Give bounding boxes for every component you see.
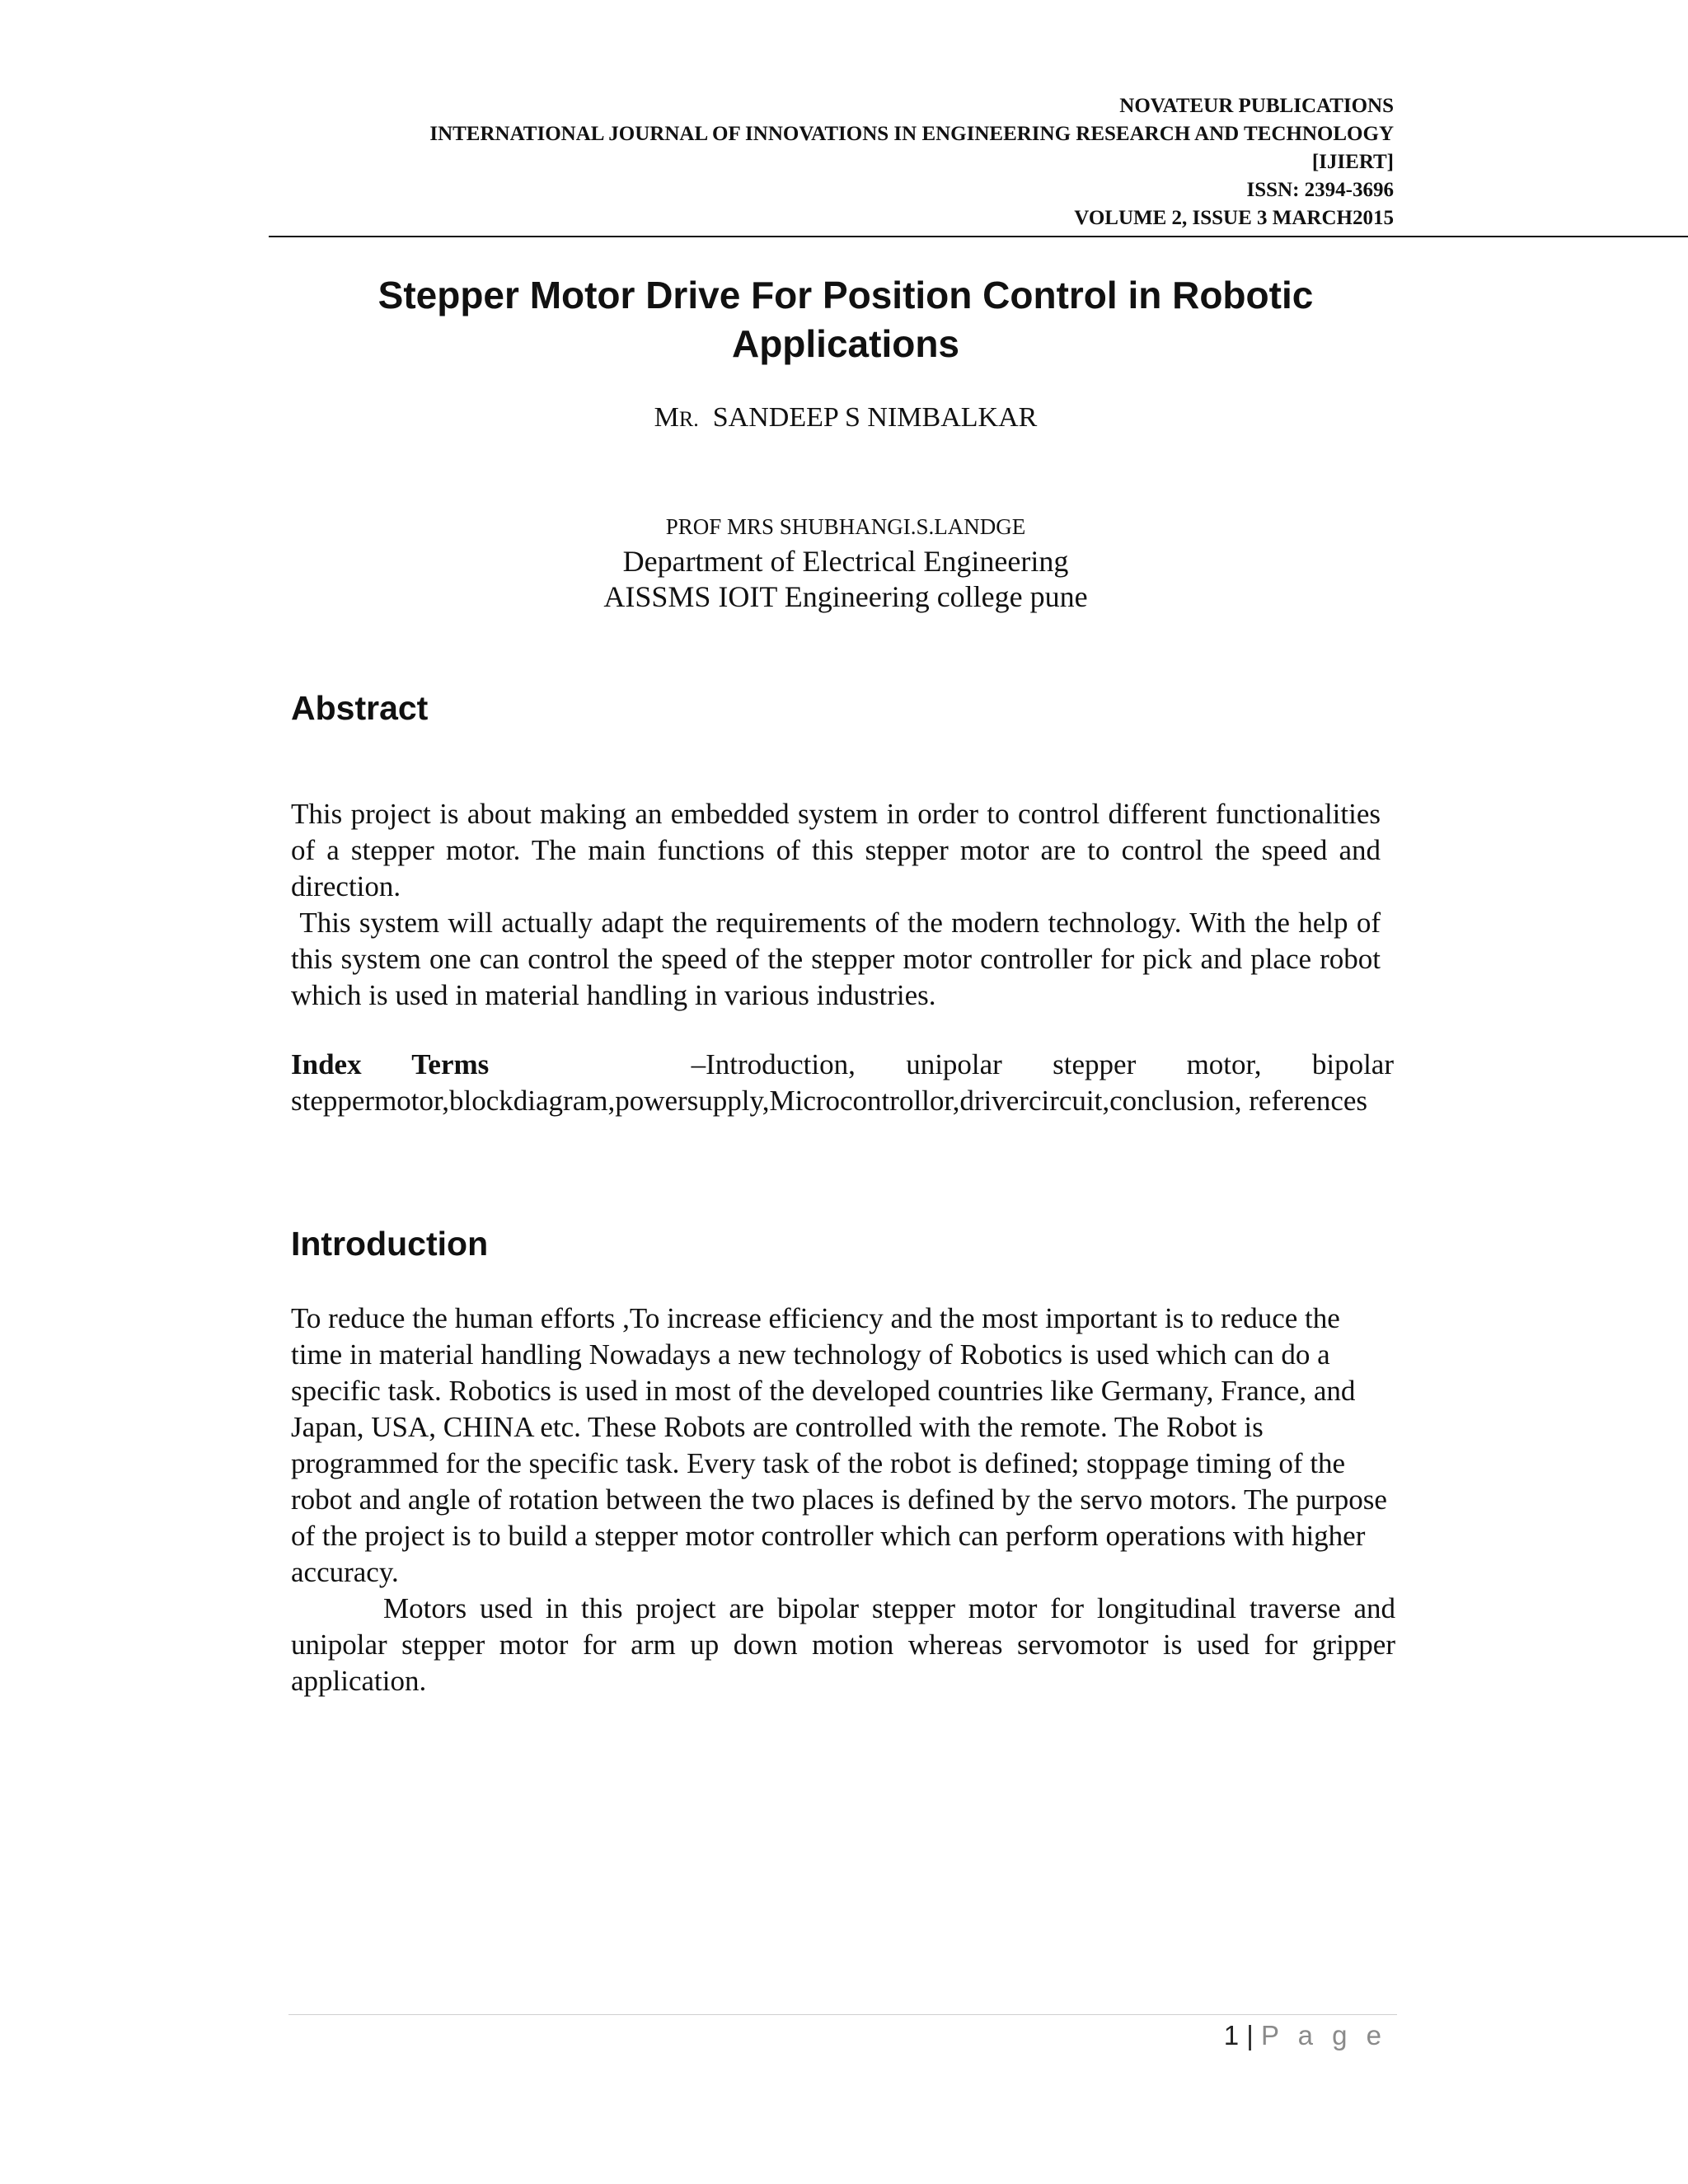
- footer-divider: [288, 2014, 1397, 2015]
- header-divider: [269, 236, 1688, 237]
- page-label: P a g e: [1261, 2020, 1387, 2050]
- index-terms: [291, 1047, 1394, 1119]
- author-prefix-r: R.: [678, 407, 699, 431]
- author: [269, 402, 1423, 434]
- journal-volume: VOLUME 2, ISSUE 3 MARCH2015: [1074, 207, 1394, 229]
- author-name: SANDEEP S NIMBALKAR: [712, 402, 1038, 433]
- index-terms-text: –Introduction, unipolar stepper motor, bipolar steppermotor,blockdiagram,powersupply,Microcontrollor,drivercircuit,conclusion, references: [291, 1048, 1394, 1117]
- page-number: [1224, 2020, 1387, 2051]
- title-line-1: Stepper Motor Drive For Position Control in Robotic: [377, 274, 1314, 316]
- abstract-paragraph-1: This project is about making an embedded system in order to control different functionalities of a stepper motor. The main functions of this stepper motor are to control the speed and direction.: [291, 798, 1381, 902]
- publisher-name: NOVATEUR PUBLICATIONS: [1119, 95, 1394, 117]
- introduction-paragraph-1: To reduce the human efforts ,To increase efficiency and the most important is to reduce the time in material handling Nowadays a new technology of Robotics is used which can do a specific task. Robotics is used in most of the developed countries like Germany, France, and Japan, USA, CHINA etc. These Robots are controlled with the remote. The Robot is programmed for the specific task. Every task of the robot is defined; stoppage timing of the robot and angle of rotation between the two places is defined by the servo motors. The purpose of the project is to build a stepper motor controller which can perform operations with higher accuracy.: [291, 1302, 1387, 1588]
- journal-abbrev: [IJIERT]: [1311, 151, 1394, 173]
- abstract-heading: Abstract: [291, 689, 429, 727]
- introduction-paragraph-2: Motors used in this project are bipolar stepper motor for longitudinal traverse and unipolar stepper motor for arm up down motion whereas servomotor is used for gripper application.: [291, 1592, 1395, 1697]
- title-line-2: Applications: [731, 322, 960, 365]
- page-separator: |: [1246, 2020, 1254, 2050]
- abstract-paragraph-2-text: This system will actually adapt the requirements of the modern technology. With the help of this system one can control the speed of the stepper motor controller for pick and place robot which is used in material handling in various industries.: [291, 907, 1381, 1011]
- page-number-value: 1: [1223, 2020, 1240, 2050]
- coauthor: PROF MRS SHUBHANGI.S.LANDGE: [665, 514, 1026, 539]
- index-terms-label: Index Terms: [291, 1048, 490, 1080]
- journal-issn: ISSN: 2394-3696: [1246, 179, 1394, 201]
- author-prefix-m: M: [654, 402, 679, 433]
- paper-title: [269, 271, 1423, 368]
- journal-header: [429, 92, 1394, 232]
- department: Department of Electrical Engineering: [622, 545, 1069, 578]
- journal-name: INTERNATIONAL JOURNAL OF INNOVATIONS IN ENGINEERING RESEARCH AND TECHNOLOGY: [429, 123, 1394, 145]
- abstract-paragraph-2: [291, 905, 1381, 1014]
- college: AISSMS IOIT Engineering college pune: [603, 580, 1088, 613]
- introduction-heading: Introduction: [291, 1225, 489, 1263]
